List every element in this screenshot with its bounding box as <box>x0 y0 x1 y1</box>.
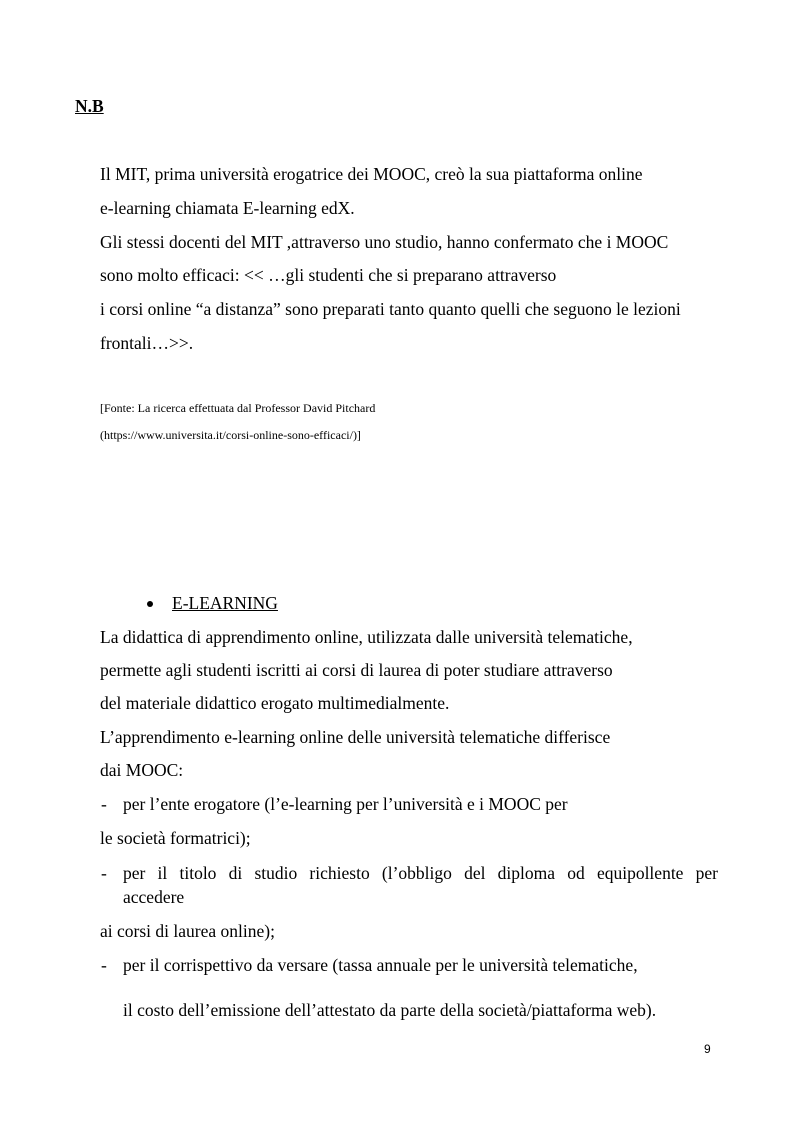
list-item-wrap: il costo dell’emissione dell’attestato da parte della società/piattaforma web). <box>123 1000 657 1020</box>
paragraph-line: Il MIT, prima università erogatrice dei MOOC, creò la sua piattaforma online <box>100 164 643 184</box>
list-dash: - <box>101 794 107 814</box>
paragraph-line: frontali…>>. <box>100 333 194 353</box>
section-line: La didattica di apprendimento online, utilizzata dalle università telematiche, <box>100 627 633 647</box>
paragraph-line: sono molto efficaci: << …gli studenti che si preparano attraverso <box>100 265 557 285</box>
citation-url: (https://www.universita.it/corsi-online-sono-efficaci/)] <box>100 428 361 442</box>
bullet-icon <box>147 601 153 607</box>
list-item: per il corrispettivo da versare (tassa annuale per le università telematiche, <box>123 955 638 975</box>
paragraph-line: i corsi online “a distanza” sono preparati tanto quanto quelli che seguono le lezioni <box>100 299 681 319</box>
list-item-continuation: le società formatrici); <box>100 828 251 848</box>
section-line: L’apprendimento e-learning online delle università telematiche differisce <box>100 727 611 747</box>
paragraph-line: Gli stessi docenti del MIT ,attraverso uno studio, hanno confermato che i MOOC <box>100 232 669 252</box>
section-line: permette agli studenti iscritti ai corsi di laurea di poter studiare attraverso <box>100 660 613 680</box>
section-line: del materiale didattico erogato multimedialmente. <box>100 693 450 713</box>
list-item: per il titolo di studio richiesto (l’obbligo del diploma od equipollente per <box>123 863 718 883</box>
citation-line: [Fonte: La ricerca effettuata dal Professor David Pitchard <box>100 401 376 415</box>
list-item-continuation: ai corsi di laurea online); <box>100 921 275 941</box>
section-title: E-LEARNING <box>172 593 278 613</box>
list-dash: - <box>101 863 107 883</box>
list-dash: - <box>101 955 107 975</box>
list-item-wrap: accedere <box>123 887 185 907</box>
paragraph-line: e-learning chiamata E-learning edX. <box>100 198 355 218</box>
page-number: 9 <box>704 1042 711 1056</box>
list-item: per l’ente erogatore (l’e-learning per l’università e i MOOC per <box>123 794 568 814</box>
section-line: dai MOOC: <box>100 760 184 780</box>
page-heading: N.B <box>75 96 104 116</box>
